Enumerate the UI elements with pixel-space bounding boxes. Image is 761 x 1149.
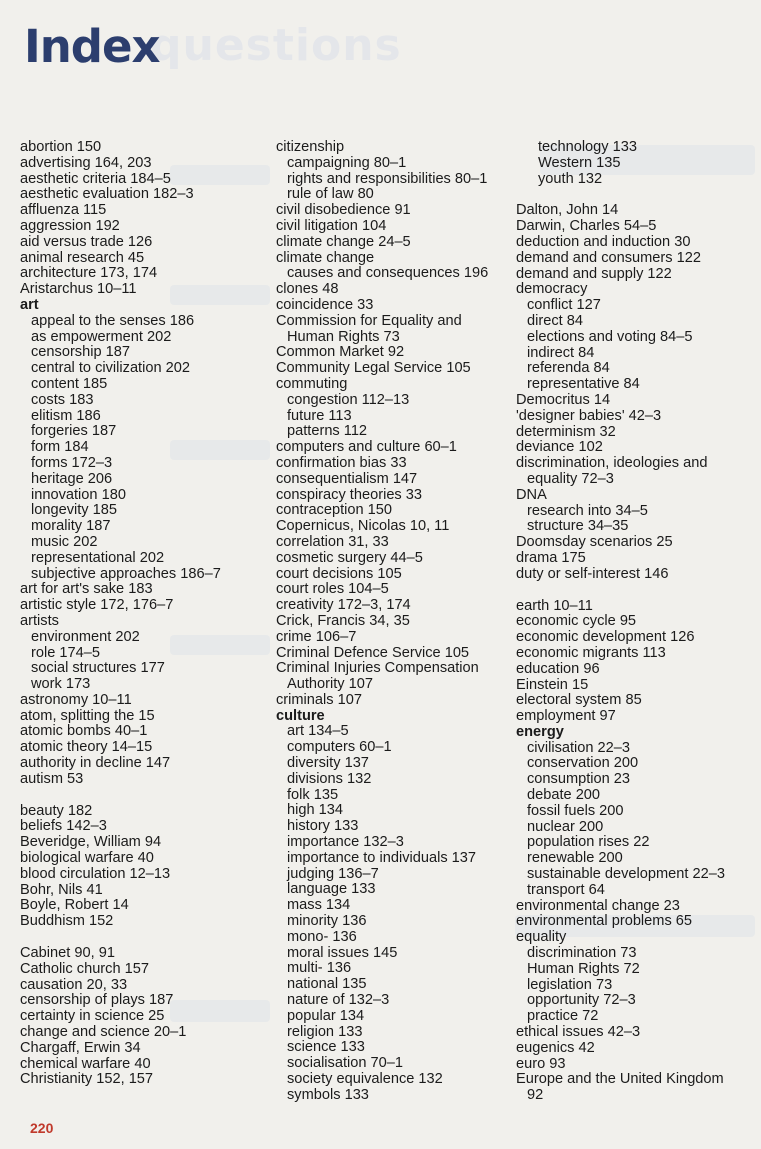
index-entry: employment 97	[516, 708, 616, 725]
index-entry: change and science 20–1	[20, 1024, 187, 1041]
index-entry: aesthetic criteria 184–5	[20, 170, 171, 187]
index-entry: democracy	[516, 281, 588, 298]
index-entry: civil disobedience 91	[276, 202, 411, 219]
index-subentry: forms 172–3	[31, 454, 113, 471]
index-subentry: Authority 107	[287, 676, 373, 693]
index-entry: artistic style 172, 176–7	[20, 597, 174, 614]
index-subentry: conflict 127	[527, 297, 601, 314]
index-subentry: structure 34–35	[527, 518, 629, 535]
index-entry: Crick, Francis 34, 35	[276, 612, 410, 629]
index-column-3	[516, 140, 756, 1104]
index-entry: certainty in science 25	[20, 1008, 165, 1025]
index-subentry: appeal to the senses 186	[31, 312, 195, 329]
index-subentry: technology 133	[538, 139, 637, 155]
index-subentry: role 174–5	[31, 644, 100, 661]
index-entry: energy	[516, 723, 564, 740]
index-subentry: science 133	[287, 1039, 365, 1056]
index-entry: atom, splitting the 15	[20, 707, 155, 724]
index-entry: cosmetic surgery 44–5	[276, 549, 423, 566]
index-entry: aggression 192	[20, 217, 120, 234]
index-subentry: censorship 187	[31, 344, 130, 361]
index-subentry: social structures 177	[31, 660, 165, 677]
letter-gap	[516, 187, 756, 203]
index-entry: determinism 32	[516, 423, 616, 440]
index-subentry: discrimination 73	[527, 945, 637, 962]
index-subentry: research into 34–5	[527, 502, 648, 519]
index-subentry: nuclear 200	[527, 818, 604, 835]
index-subentry: elitism 186	[31, 407, 101, 424]
index-subentry: representational 202	[31, 549, 165, 566]
index-entry: Democritus 14	[516, 391, 611, 408]
index-entry: astronomy 10–11	[20, 691, 132, 708]
index-entry: climate change 24–5	[276, 233, 411, 250]
index-subentry: debate 200	[527, 787, 601, 804]
index-entry: Doomsday scenarios 25	[516, 534, 673, 551]
index-subentry: importance to individuals 137	[287, 849, 477, 866]
letter-gap	[20, 930, 260, 946]
index-entry: discrimination, ideologies and	[516, 455, 708, 472]
index-entry: consequentialism 147	[276, 470, 418, 487]
index-subentry: high 134	[287, 802, 343, 819]
index-subentry: national 135	[287, 976, 367, 993]
index-subentry: legislation 73	[527, 976, 613, 993]
index-subentry: congestion 112–13	[287, 391, 410, 408]
index-subentry: elections and voting 84–5	[527, 328, 693, 345]
index-entry: Christianity 152, 157	[20, 1071, 154, 1088]
index-subentry: religion 133	[287, 1023, 363, 1040]
index-entry: biological warfare 40	[20, 850, 154, 867]
index-entry: computers and culture 60–1	[276, 439, 457, 456]
index-entry: demand and supply 122	[516, 265, 672, 282]
index-subentry: popular 134	[287, 1007, 365, 1024]
index-entry: court decisions 105	[276, 565, 402, 582]
page-number: 220	[30, 1120, 54, 1136]
index-subentry: diversity 137	[287, 755, 369, 772]
index-subentry: fossil fuels 200	[527, 802, 624, 819]
index-subentry: Human Rights 72	[527, 960, 640, 977]
index-subentry: future 113	[287, 407, 352, 424]
index-subentry: nature of 132–3	[287, 992, 390, 1009]
index-subentry: socialisation 70–1	[287, 1055, 404, 1072]
index-entry: Einstein 15	[516, 676, 589, 693]
index-entry: Criminal Injuries Compensation	[276, 660, 479, 677]
index-entry: censorship of plays 187	[20, 992, 174, 1009]
letter-gap	[516, 583, 756, 599]
index-subentry: divisions 132	[287, 770, 372, 787]
index-entry: drama 175	[516, 549, 586, 566]
index-subentry: importance 132–3	[287, 834, 404, 851]
index-subentry: morality 187	[31, 518, 111, 535]
index-entry: beliefs 142–3	[20, 818, 107, 835]
index-entry: atomic theory 14–15	[20, 739, 153, 756]
index-entry: aesthetic evaluation 182–3	[20, 186, 194, 203]
index-entry: coincidence 33	[276, 296, 374, 313]
index-entry: euro 93	[516, 1055, 566, 1072]
index-entry: culture	[276, 707, 325, 724]
index-subentry: central to civilization 202	[31, 360, 190, 377]
index-subentry: multi- 136	[287, 960, 352, 977]
index-subentry: history 133	[287, 818, 359, 835]
index-subentry: symbols 133	[287, 1086, 369, 1103]
index-entry: affluenza 115	[20, 202, 107, 219]
index-subentry: forgeries 187	[31, 423, 117, 440]
index-entry: Beveridge, William 94	[20, 834, 162, 851]
index-subentry: population rises 22	[527, 834, 650, 851]
index-subentry: minority 136	[287, 913, 367, 930]
index-subentry: longevity 185	[31, 502, 118, 519]
index-subentry: indirect 84	[527, 344, 595, 361]
index-entry: artists	[20, 612, 59, 629]
index-entry: aid versus trade 126	[20, 233, 153, 250]
index-subentry: mass 134	[287, 897, 351, 914]
index-entry: Darwin, Charles 54–5	[516, 218, 657, 235]
index-entry: Community Legal Service 105	[276, 360, 471, 377]
index-entry: economic migrants 113	[516, 644, 666, 661]
index-subentry: rule of law 80	[287, 186, 374, 203]
index-subentry: conservation 200	[527, 755, 639, 772]
index-entry: Criminal Defence Service 105	[276, 644, 470, 661]
index-subentry: costs 183	[31, 391, 94, 408]
index-entry: conspiracy theories 33	[276, 486, 423, 503]
index-subentry: direct 84	[527, 312, 583, 329]
index-subentry: moral issues 145	[287, 944, 398, 961]
index-entry: beauty 182	[20, 802, 93, 819]
index-subentry: consumption 23	[527, 771, 631, 788]
index-entry: education 96	[516, 660, 600, 677]
index-entry: duty or self-interest 146	[516, 565, 669, 582]
index-subentry: judging 136–7	[287, 865, 379, 882]
index-entry: advertising 164, 203	[20, 154, 152, 171]
index-entry: environmental change 23	[516, 897, 680, 914]
index-entry: atomic bombs 40–1	[20, 723, 148, 740]
letter-gap	[20, 788, 260, 804]
index-subentry: rights and responsibilities 80–1	[287, 170, 488, 187]
index-entry: abortion 150	[20, 139, 102, 155]
index-entry: ethical issues 42–3	[516, 1024, 641, 1041]
index-subentry: language 133	[287, 881, 376, 898]
index-subentry: Human Rights 73	[287, 328, 400, 345]
index-subentry: referenda 84	[527, 360, 610, 377]
index-entry: climate change	[276, 249, 375, 266]
index-column-2	[276, 140, 521, 1104]
index-entry: equality	[516, 929, 567, 946]
index-subentry: patterns 112	[287, 423, 368, 440]
index-subentry: opportunity 72–3	[527, 992, 636, 1009]
index-subentry: as empowerment 202	[31, 328, 172, 345]
index-subentry: content 185	[31, 375, 108, 392]
index-subentry: subjective approaches 186–7	[31, 565, 221, 582]
index-subentry: innovation 180	[31, 486, 126, 503]
index-entry: Europe and the United Kingdom	[516, 1071, 724, 1088]
index-entry: deviance 102	[516, 439, 603, 456]
index-entry: DNA	[516, 486, 547, 503]
index-entry: correlation 31, 33	[276, 533, 389, 550]
page-title: Index	[24, 20, 160, 73]
index-subentry: folk 135	[287, 786, 339, 803]
index-entry: confirmation bias 33	[276, 454, 407, 471]
index-entry: Catholic church 157	[20, 960, 149, 977]
index-entry: Common Market 92	[276, 344, 405, 361]
index-subentry: art 134–5	[287, 723, 349, 740]
index-subentry: society equivalence 132	[287, 1071, 443, 1088]
index-entry: autism 53	[20, 770, 84, 787]
index-entry: citizenship	[276, 139, 345, 155]
index-entry: Cabinet 90, 91	[20, 945, 115, 962]
index-entry: animal research 45	[20, 249, 145, 266]
index-entry: art for art's sake 183	[20, 581, 153, 598]
index-entry: chemical warfare 40	[20, 1055, 151, 1072]
index-entry: causation 20, 33	[20, 976, 128, 993]
index-subentry: youth 132	[538, 170, 603, 187]
index-entry: eugenics 42	[516, 1039, 595, 1056]
index-subentry: music 202	[31, 533, 98, 550]
index-subentry: representative 84	[527, 376, 640, 393]
index-subentry: renewable 200	[527, 850, 623, 867]
index-subentry: sustainable development 22–3	[527, 866, 725, 883]
index-subentry: civilisation 22–3	[527, 739, 631, 756]
index-entry: deduction and induction 30	[516, 233, 691, 250]
index-entry: commuting	[276, 375, 348, 392]
index-entry: Bohr, Nils 41	[20, 881, 103, 898]
index-subentry: 92	[527, 1087, 544, 1104]
index-entry: Boyle, Robert 14	[20, 897, 129, 914]
index-entry: electoral system 85	[516, 692, 642, 709]
index-entry: earth 10–11	[516, 597, 593, 614]
index-subentry: transport 64	[527, 881, 605, 898]
index-entry: blood circulation 12–13	[20, 865, 171, 882]
index-entry: clones 48	[276, 281, 339, 298]
index-subentry: campaigning 80–1	[287, 154, 407, 171]
index-entry: economic cycle 95	[516, 613, 637, 630]
index-subentry: environment 202	[31, 628, 140, 645]
index-entry: authority in decline 147	[20, 755, 171, 772]
index-entry: civil litigation 104	[276, 217, 387, 234]
index-subentry: heritage 206	[31, 470, 113, 487]
index-entry: art	[20, 296, 39, 313]
index-subentry: practice 72	[527, 1008, 599, 1025]
index-column-1	[20, 140, 260, 1088]
index-entry: environmental problems 65	[516, 913, 693, 930]
index-entry: Chargaff, Erwin 34	[20, 1039, 141, 1056]
index-subentry: equality 72–3	[527, 470, 614, 487]
index-entry: Aristarchus 10–11	[20, 281, 137, 298]
index-entry: crime 106–7	[276, 628, 357, 645]
index-entry: creativity 172–3, 174	[276, 597, 411, 614]
index-entry: Dalton, John 14	[516, 202, 619, 219]
index-entry: Buddhism 152	[20, 913, 114, 930]
show-through-heading: questions	[150, 20, 402, 71]
index-entry: court roles 104–5	[276, 581, 389, 598]
index-entry: 'designer babies' 42–3	[516, 407, 662, 424]
index-subentry: Western 135	[538, 154, 621, 171]
index-subentry: mono- 136	[287, 928, 357, 945]
index-entry: architecture 173, 174	[20, 265, 158, 282]
index-entry: Copernicus, Nicolas 10, 11	[276, 518, 450, 535]
index-entry: demand and consumers 122	[516, 249, 701, 266]
index-entry: criminals 107	[276, 691, 362, 708]
index-subentry: form 184	[31, 439, 89, 456]
index-subentry: work 173	[31, 676, 91, 693]
index-entry: contraception 150	[276, 502, 393, 519]
index-subentry: causes and consequences 196	[287, 265, 489, 282]
index-subentry: computers 60–1	[287, 739, 392, 756]
index-entry: economic development 126	[516, 629, 695, 646]
index-entry: Commission for Equality and	[276, 312, 462, 329]
